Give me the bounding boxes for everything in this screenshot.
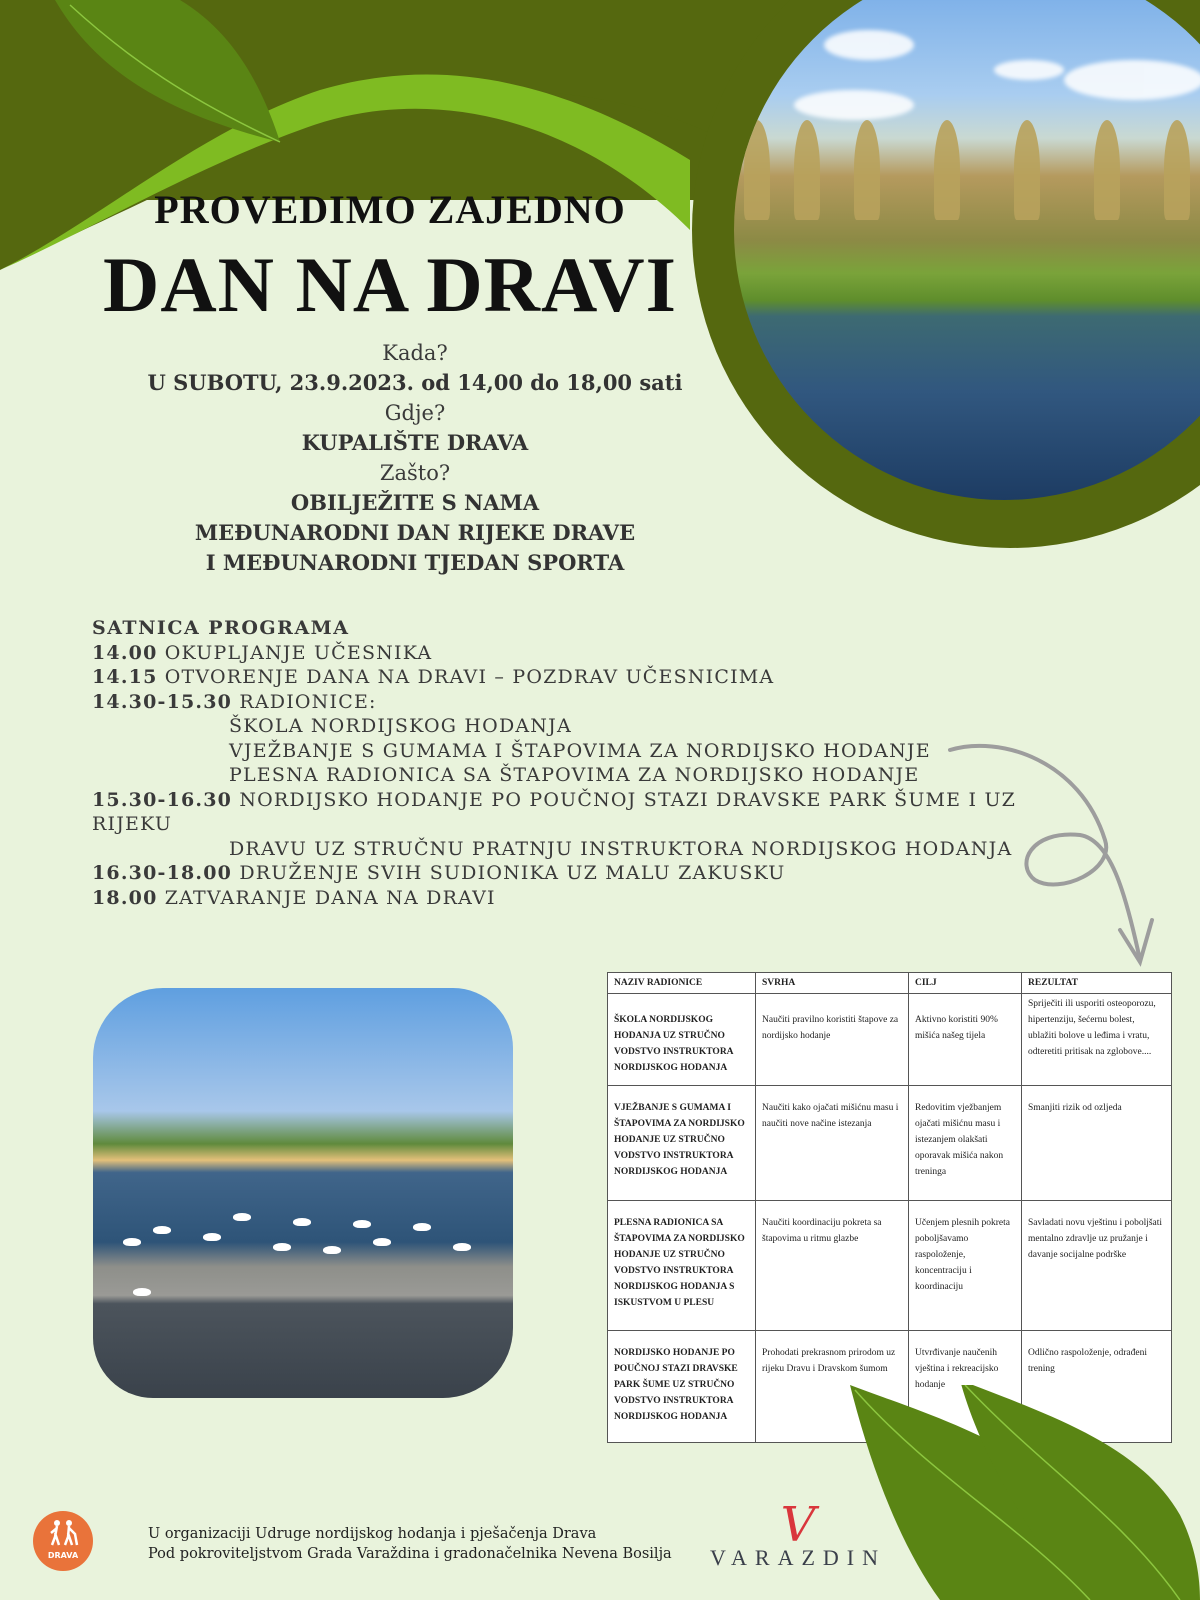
schedule-item: [92, 665, 1032, 690]
why-line: MEĐUNARODNI DAN RIJEKE DRAVE: [194, 520, 636, 545]
schedule-item: [92, 641, 1032, 666]
table-row: [608, 1201, 1172, 1331]
schedule-text: DRUŽENJE SVIH SUDIONIKA UZ MALU ZAKUSKU: [239, 862, 786, 884]
schedule-time: 14.00: [92, 641, 158, 664]
table-header: NAZIV RADIONICE: [608, 973, 756, 994]
table-row: [608, 994, 1172, 1086]
where-label: Gdje?: [384, 401, 446, 425]
schedule-time: 18.00: [92, 886, 158, 909]
schedule-text: RADIONICE:: [239, 690, 377, 713]
table-row: [608, 1086, 1172, 1201]
workshop-goal: Učenjem plesnih pokreta poboljšavamo raspoloženje, koncentraciju i koordinaciju: [909, 1201, 1022, 1331]
header-title: DAN NA DRAVI: [103, 241, 677, 328]
schedule-time: 16.30-18.00: [92, 862, 233, 884]
schedule-item: [92, 739, 1032, 764]
why-line: OBILJEŽITE S NAMA: [290, 490, 540, 515]
table-header-row: [608, 973, 1172, 994]
workshop-name: NORDIJSKO HODANJE PO POUČNOJ STAZI DRAVSKE PARK ŠUME UZ STRUČNO VODSTVO INSTRUKTORA NORDIJSKOG HODANJA: [608, 1331, 756, 1443]
schedule-time: 14.30-15.30: [92, 690, 233, 713]
event-info: [100, 338, 730, 578]
workshop-purpose: Prohodati prekrasnom prirodom uz rijeku Dravu i Dravskom šumom: [756, 1331, 909, 1443]
table-header: REZULTAT: [1022, 973, 1172, 994]
patron-line: Pod pokroviteljstvom Grada Varaždina i gradonačelnika Nevena Bosilja: [148, 1546, 672, 1562]
varazdin-logo-word: VARAZDIN: [709, 1545, 887, 1570]
workshop-result: Savladati novu vještinu i poboljšati mentalno zdravlje uz pružanje i davanje socijalne podrške: [1022, 1201, 1172, 1331]
schedule-text: PLESNA RADIONICA SA ŠTAPOVIMA ZA NORDIJSKO HODANJE: [229, 764, 920, 786]
table-header: SVRHA: [756, 973, 909, 994]
curly-arrow-icon: [940, 730, 1170, 970]
header-subtitle: PROVEDIMO ZAJEDNO: [154, 187, 626, 232]
when-label: Kada?: [382, 341, 448, 365]
schedule: [92, 616, 1032, 910]
table-header: CILJ: [909, 973, 1022, 994]
schedule-item: [92, 886, 1032, 911]
schedule-item: [92, 690, 1032, 715]
schedule-item: [92, 714, 1032, 739]
schedule-time: 15.30-16.30: [92, 788, 233, 811]
drava-logo-text: DRAVA: [47, 1551, 79, 1560]
workshop-goal: Utvrđivanje naučenih vještina i rekreacijsko hodanje: [909, 1331, 1022, 1443]
when-value: U SUBOTU, 23.9.2023. od 14,00 do 18,00 sati: [147, 370, 683, 395]
schedule-heading: SATNICA PROGRAMA: [92, 617, 350, 639]
workshop-purpose: Naučiti koordinaciju pokreta sa štapovima u ritmu glazbe: [756, 1201, 909, 1331]
schedule-text: DRAVU UZ STRUČNU PRATNJU INSTRUKTORA NORDIJSKOG HODANJA: [229, 837, 1013, 860]
where-value: KUPALIŠTE DRAVA: [301, 430, 529, 455]
workshops-table: [607, 972, 1172, 1443]
footer-text: [148, 1524, 672, 1564]
why-label: Zašto?: [379, 461, 451, 485]
workshop-goal: Aktivno koristiti 90% mišića našeg tijela: [909, 994, 1022, 1086]
workshop-name: VJEŽBANJE S GUMAMA I ŠTAPOVIMA ZA NORDIJSKO HODANJE UZ STRUČNO VODSTVO INSTRUKTORA NORDIJSKOG HODANJA: [608, 1086, 756, 1201]
schedule-text: OKUPLJANJE UČESNIKA: [164, 641, 433, 664]
schedule-text: ŠKOLA NORDIJSKOG HODANJA: [229, 715, 572, 737]
drava-association-logo: [33, 1511, 93, 1571]
schedule-item: [92, 763, 1032, 788]
schedule-time: 14.15: [92, 666, 158, 688]
schedule-text: VJEŽBANJE S GUMAMA I ŠTAPOVIMA ZA NORDIJSKO HODANJE: [229, 739, 931, 762]
schedule-item: [92, 837, 1032, 862]
nordic-walkers-icon: [33, 1511, 93, 1549]
workshop-goal: Redovitim vježbanjem ojačati mišićnu masu i istezanjem olakšati oporavak mišića nakon treninga: [909, 1086, 1022, 1201]
schedule-item: [92, 788, 1032, 837]
workshop-name: ŠKOLA NORDIJSKOG HODANJA UZ STRUČNO VODSTVO INSTRUKTORA NORDIJSKOG HODANJA: [608, 994, 756, 1086]
varazdin-logo-letter: V: [780, 1497, 816, 1553]
schedule-text: OTVORENJE DANA NA DRAVI – POZDRAV UČESNICIMA: [164, 666, 775, 688]
workshop-result: Spriječiti ili usporiti osteoporozu, hipertenziju, šećernu bolest, ublažiti bolove u leđima i vratu, odteretiti pritisak na zglobove....: [1022, 994, 1172, 1086]
schedule-text: ZATVARANJE DANA NA DRAVI: [164, 886, 496, 909]
why-line: I MEĐUNARODNI TJEDAN SPORTA: [205, 550, 625, 575]
schedule-text: NORDIJSKO HODANJE PO POUČNOJ STAZI DRAVSKE PARK ŠUME I UZ RIJEKU: [92, 788, 1017, 835]
workshop-purpose: Naučiti pravilno koristiti štapove za nordijsko hodanje: [756, 994, 909, 1086]
swans-river-photo: [93, 988, 513, 1398]
varazdin-city-logo: [708, 1497, 888, 1571]
organizer-line: U organizaciji Udruge nordijskog hodanja i pješačenja Drava: [148, 1526, 597, 1542]
workshop-result: Smanjiti rizik od ozljeda: [1022, 1086, 1172, 1201]
leaves-decoration: [850, 1385, 1200, 1600]
workshop-purpose: Naučiti kako ojačati mišićnu masu i naučiti nove načine istezanja: [756, 1086, 909, 1201]
workshop-name: PLESNA RADIONICA SA ŠTAPOVIMA ZA NORDIJSKO HODANJE UZ STRUČNO VODSTVO INSTRUKTORA NORDIJSKOG HODANJA S ISKUSTVOM U PLESU: [608, 1201, 756, 1331]
schedule-item: [92, 861, 1032, 886]
workshop-result: Odlično raspoloženje, odrađeni trening: [1022, 1331, 1172, 1443]
